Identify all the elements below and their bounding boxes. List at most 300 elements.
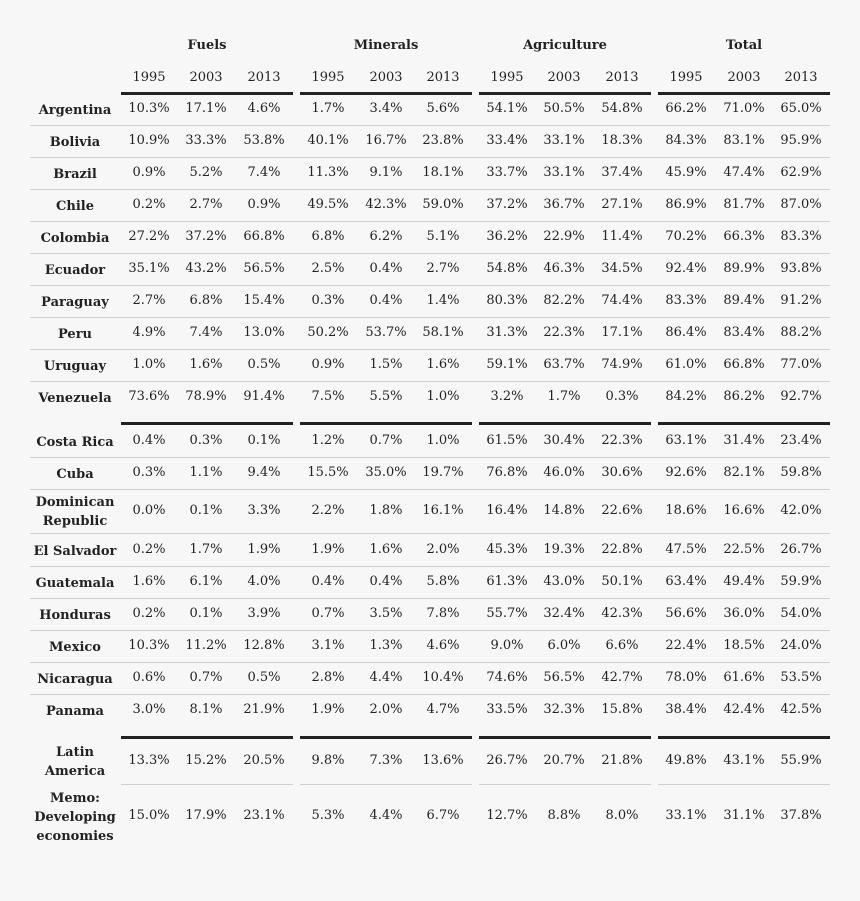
- group-header: Total: [725, 38, 763, 53]
- table-cell: 9.0%: [490, 638, 524, 653]
- table-cell: 32.4%: [543, 606, 585, 621]
- row-divider: [30, 566, 830, 567]
- table-cell: 46.0%: [543, 465, 585, 480]
- table-cell: 17.1%: [185, 101, 227, 116]
- table-cell: 17.1%: [601, 325, 643, 340]
- table-cell: 21.8%: [601, 753, 643, 768]
- table-cell: 81.7%: [723, 197, 765, 212]
- table-cell: 50.5%: [543, 101, 585, 116]
- row-label: Guatemala: [35, 575, 115, 591]
- row-label: Memo: Developing economies: [34, 790, 116, 844]
- year-header: 1995: [490, 70, 524, 85]
- table-cell: 0.3%: [132, 465, 166, 480]
- table-cell: 47.4%: [723, 165, 765, 180]
- table-cell: 0.7%: [189, 670, 223, 685]
- table-cell: 3.4%: [369, 101, 403, 116]
- table-cell: 36.7%: [543, 197, 585, 212]
- table-cell: 1.6%: [132, 574, 166, 589]
- table-cell: 37.2%: [185, 229, 227, 244]
- table-cell: 0.2%: [132, 542, 166, 557]
- table-cell: 89.4%: [723, 293, 765, 308]
- row-divider: [30, 157, 830, 158]
- table-cell: 1.5%: [369, 357, 403, 372]
- table-cell: 22.3%: [543, 325, 585, 340]
- row-divider: [30, 381, 830, 382]
- row-label: Chile: [56, 198, 94, 214]
- table-cell: 63.7%: [543, 357, 585, 372]
- row-label: El Salvador: [33, 543, 117, 559]
- table-cell: 89.9%: [723, 261, 765, 276]
- row-divider: [30, 598, 830, 599]
- table-cell: 32.3%: [543, 702, 585, 717]
- year-header: 2003: [727, 70, 761, 85]
- table-cell: 15.8%: [601, 702, 643, 717]
- row-label: Brazil: [53, 166, 97, 182]
- table-cell: 4.6%: [426, 638, 460, 653]
- row-label: Bolivia: [49, 134, 101, 150]
- table-cell: 42.3%: [365, 197, 407, 212]
- table-cell: 15.4%: [243, 293, 285, 308]
- table-cell: 6.7%: [426, 808, 460, 823]
- table-cell: 9.1%: [369, 165, 403, 180]
- row-divider: [30, 189, 830, 190]
- row-label: Latin America: [44, 745, 106, 779]
- table-cell: 2.0%: [369, 702, 403, 717]
- table-cell: 15.5%: [307, 465, 349, 480]
- row-divider: [30, 630, 830, 631]
- table-cell: 43.1%: [723, 753, 765, 768]
- table-cell: 33.1%: [543, 165, 585, 180]
- table-cell: 92.6%: [665, 465, 707, 480]
- row-divider: [658, 784, 830, 785]
- table-cell: 23.1%: [243, 808, 285, 823]
- table-cell: 33.7%: [486, 165, 528, 180]
- table-cell: 0.4%: [132, 433, 166, 448]
- table-cell: 0.6%: [132, 670, 166, 685]
- row-divider: [30, 349, 830, 350]
- table-cell: 18.1%: [422, 165, 464, 180]
- table-cell: 36.0%: [723, 606, 765, 621]
- row-label: Dominican Republic: [35, 495, 115, 529]
- table-cell: 71.0%: [723, 101, 765, 116]
- row-label: Honduras: [39, 607, 111, 623]
- table-cell: 84.3%: [665, 133, 707, 148]
- table-cell: 5.3%: [311, 808, 345, 823]
- table-cell: 42.4%: [723, 702, 765, 717]
- table-cell: 53.5%: [780, 670, 822, 685]
- table-cell: 3.0%: [132, 702, 166, 717]
- row-divider: [300, 784, 472, 785]
- table-cell: 54.1%: [486, 101, 528, 116]
- table-cell: 33.1%: [665, 808, 707, 823]
- section-rule: [658, 736, 830, 739]
- table-cell: 7.3%: [369, 753, 403, 768]
- table-cell: 73.6%: [128, 389, 170, 404]
- table-cell: 42.5%: [780, 702, 822, 717]
- table-cell: 37.8%: [780, 808, 822, 823]
- table-cell: 86.9%: [665, 197, 707, 212]
- table-cell: 92.4%: [665, 261, 707, 276]
- table-cell: 4.7%: [426, 702, 460, 717]
- table-cell: 1.8%: [369, 503, 403, 518]
- table-cell: 10.3%: [128, 638, 170, 653]
- table-cell: 80.3%: [486, 293, 528, 308]
- row-divider: [30, 533, 830, 534]
- table-cell: 1.7%: [189, 542, 223, 557]
- table-cell: 13.0%: [243, 325, 285, 340]
- table-cell: 30.4%: [543, 433, 585, 448]
- table-cell: 91.2%: [780, 293, 822, 308]
- table-cell: 63.1%: [665, 433, 707, 448]
- row-label: Paraguay: [41, 294, 109, 310]
- table-cell: 49.5%: [307, 197, 349, 212]
- table-cell: 66.8%: [723, 357, 765, 372]
- table-cell: 1.7%: [547, 389, 581, 404]
- year-header: 2013: [247, 70, 281, 85]
- table-cell: 20.7%: [543, 753, 585, 768]
- table-cell: 93.8%: [780, 261, 822, 276]
- row-divider: [30, 285, 830, 286]
- table-cell: 4.6%: [247, 101, 281, 116]
- table-cell: 0.1%: [189, 606, 223, 621]
- table-cell: 49.4%: [723, 574, 765, 589]
- row-divider: [30, 317, 830, 318]
- row-label: Venezuela: [38, 390, 112, 406]
- section-rule: [658, 422, 830, 425]
- table-cell: 83.4%: [723, 325, 765, 340]
- table-cell: 33.5%: [486, 702, 528, 717]
- table-cell: 3.5%: [369, 606, 403, 621]
- table-cell: 3.3%: [247, 503, 281, 518]
- table-cell: 1.9%: [311, 542, 345, 557]
- table-cell: 22.4%: [665, 638, 707, 653]
- row-divider: [479, 784, 651, 785]
- table-cell: 18.3%: [601, 133, 643, 148]
- table-cell: 78.0%: [665, 670, 707, 685]
- table-cell: 4.0%: [247, 574, 281, 589]
- table-cell: 16.1%: [422, 503, 464, 518]
- table-cell: 22.5%: [723, 542, 765, 557]
- table-cell: 23.4%: [780, 433, 822, 448]
- table-cell: 6.0%: [547, 638, 581, 653]
- table-cell: 78.9%: [185, 389, 227, 404]
- year-header: 1995: [669, 70, 703, 85]
- table-cell: 7.4%: [189, 325, 223, 340]
- table-cell: 8.1%: [189, 702, 223, 717]
- table-cell: 43.0%: [543, 574, 585, 589]
- table-cell: 5.1%: [426, 229, 460, 244]
- table-cell: 54.8%: [486, 261, 528, 276]
- row-label: Nicaragua: [37, 671, 113, 687]
- table-cell: 31.1%: [723, 808, 765, 823]
- table-cell: 0.3%: [189, 433, 223, 448]
- table-cell: 2.8%: [311, 670, 345, 685]
- row-label: Uruguay: [43, 358, 107, 374]
- table-cell: 23.8%: [422, 133, 464, 148]
- table-cell: 0.2%: [132, 606, 166, 621]
- table-cell: 19.3%: [543, 542, 585, 557]
- table-cell: 46.3%: [543, 261, 585, 276]
- row-divider: [30, 457, 830, 458]
- table-cell: 66.2%: [665, 101, 707, 116]
- table-cell: 83.3%: [780, 229, 822, 244]
- table-cell: 59.0%: [422, 197, 464, 212]
- table-cell: 77.0%: [780, 357, 822, 372]
- table-cell: 61.3%: [486, 574, 528, 589]
- section-rule: [300, 92, 472, 95]
- table-cell: 9.8%: [311, 753, 345, 768]
- table-cell: 40.1%: [307, 133, 349, 148]
- table-cell: 1.0%: [426, 433, 460, 448]
- table-cell: 0.1%: [247, 433, 281, 448]
- table-cell: 5.8%: [426, 574, 460, 589]
- row-label: Mexico: [49, 639, 101, 655]
- table-cell: 65.0%: [780, 101, 822, 116]
- table-cell: 35.1%: [128, 261, 170, 276]
- table-cell: 0.2%: [132, 197, 166, 212]
- section-rule: [121, 422, 293, 425]
- table-cell: 45.9%: [665, 165, 707, 180]
- table-cell: 1.6%: [369, 542, 403, 557]
- table-cell: 84.2%: [665, 389, 707, 404]
- table-cell: 83.3%: [665, 293, 707, 308]
- table-cell: 0.9%: [132, 165, 166, 180]
- table-cell: 33.4%: [486, 133, 528, 148]
- row-divider: [30, 662, 830, 663]
- table-cell: 92.7%: [780, 389, 822, 404]
- table-cell: 1.6%: [189, 357, 223, 372]
- row-divider: [30, 489, 830, 490]
- table-cell: 59.8%: [780, 465, 822, 480]
- row-label: Ecuador: [44, 262, 106, 278]
- table-cell: 62.9%: [780, 165, 822, 180]
- row-label: Argentina: [38, 102, 112, 118]
- table-cell: 2.0%: [426, 542, 460, 557]
- row-divider: [121, 784, 293, 785]
- table-cell: 53.8%: [243, 133, 285, 148]
- table-cell: 1.3%: [369, 638, 403, 653]
- table-cell: 37.4%: [601, 165, 643, 180]
- table-cell: 8.8%: [547, 808, 581, 823]
- row-divider: [30, 694, 830, 695]
- section-rule: [479, 92, 651, 95]
- table-cell: 87.0%: [780, 197, 822, 212]
- table-cell: 66.8%: [243, 229, 285, 244]
- table-cell: 1.0%: [132, 357, 166, 372]
- table-cell: 11.3%: [307, 165, 349, 180]
- row-label: Panama: [46, 703, 104, 719]
- row-label: Cuba: [56, 466, 94, 482]
- table-cell: 7.5%: [311, 389, 345, 404]
- table-cell: 3.9%: [247, 606, 281, 621]
- year-header: 2013: [784, 70, 818, 85]
- table-cell: 13.3%: [128, 753, 170, 768]
- table-cell: 18.5%: [723, 638, 765, 653]
- table-cell: 61.5%: [486, 433, 528, 448]
- table-cell: 4.9%: [132, 325, 166, 340]
- table-cell: 2.5%: [311, 261, 345, 276]
- table-cell: 0.5%: [247, 670, 281, 685]
- section-rule: [121, 736, 293, 739]
- table-cell: 31.3%: [486, 325, 528, 340]
- table-cell: 0.4%: [311, 574, 345, 589]
- table-cell: 38.4%: [665, 702, 707, 717]
- table-cell: 86.4%: [665, 325, 707, 340]
- table-cell: 22.8%: [601, 542, 643, 557]
- table-cell: 14.8%: [543, 503, 585, 518]
- table-cell: 42.7%: [601, 670, 643, 685]
- group-header: Agriculture: [523, 38, 607, 53]
- table-cell: 55.7%: [486, 606, 528, 621]
- table-cell: 0.5%: [247, 357, 281, 372]
- year-header: 2013: [426, 70, 460, 85]
- table-cell: 74.4%: [601, 293, 643, 308]
- table-cell: 10.4%: [422, 670, 464, 685]
- table-cell: 0.7%: [311, 606, 345, 621]
- table-cell: 45.3%: [486, 542, 528, 557]
- table-cell: 10.9%: [128, 133, 170, 148]
- table-cell: 2.7%: [189, 197, 223, 212]
- table-cell: 17.9%: [185, 808, 227, 823]
- table-cell: 1.9%: [311, 702, 345, 717]
- table-cell: 59.9%: [780, 574, 822, 589]
- table-cell: 54.0%: [780, 606, 822, 621]
- table-cell: 27.2%: [128, 229, 170, 244]
- year-header: 1995: [311, 70, 345, 85]
- row-label: Colombia: [40, 230, 110, 246]
- table-cell: 1.2%: [311, 433, 345, 448]
- section-rule: [300, 422, 472, 425]
- table-cell: 42.0%: [780, 503, 822, 518]
- table-cell: 0.4%: [369, 293, 403, 308]
- table-cell: 37.2%: [486, 197, 528, 212]
- table-cell: 4.4%: [369, 808, 403, 823]
- table-cell: 21.9%: [243, 702, 285, 717]
- table-cell: 88.2%: [780, 325, 822, 340]
- section-rule: [479, 422, 651, 425]
- table-cell: 55.9%: [780, 753, 822, 768]
- table-cell: 47.5%: [665, 542, 707, 557]
- table-cell: 5.6%: [426, 101, 460, 116]
- table-cell: 22.6%: [601, 503, 643, 518]
- table-cell: 1.9%: [247, 542, 281, 557]
- table-cell: 12.8%: [243, 638, 285, 653]
- year-header: 2003: [189, 70, 223, 85]
- table-cell: 5.2%: [189, 165, 223, 180]
- section-rule: [658, 92, 830, 95]
- table-cell: 11.4%: [601, 229, 643, 244]
- table-cell: 6.2%: [369, 229, 403, 244]
- table-cell: 31.4%: [723, 433, 765, 448]
- year-header: 2003: [547, 70, 581, 85]
- table-cell: 0.9%: [247, 197, 281, 212]
- table-cell: 33.3%: [185, 133, 227, 148]
- table-cell: 16.7%: [365, 133, 407, 148]
- table-cell: 1.6%: [426, 357, 460, 372]
- table-cell: 15.2%: [185, 753, 227, 768]
- table-cell: 3.2%: [490, 389, 524, 404]
- table-cell: 18.6%: [665, 503, 707, 518]
- table-cell: 1.7%: [311, 101, 345, 116]
- table-cell: 0.0%: [132, 503, 166, 518]
- table-cell: 56.6%: [665, 606, 707, 621]
- table-cell: 33.1%: [543, 133, 585, 148]
- table-cell: 7.8%: [426, 606, 460, 621]
- table-cell: 61.6%: [723, 670, 765, 685]
- table-cell: 66.3%: [723, 229, 765, 244]
- table-cell: 1.4%: [426, 293, 460, 308]
- section-rule: [479, 736, 651, 739]
- row-divider: [30, 253, 830, 254]
- table-cell: 49.8%: [665, 753, 707, 768]
- table-cell: 74.6%: [486, 670, 528, 685]
- table-cell: 26.7%: [486, 753, 528, 768]
- year-header: 2003: [369, 70, 403, 85]
- table-cell: 36.2%: [486, 229, 528, 244]
- group-header: Fuels: [187, 38, 227, 53]
- section-rule: [300, 736, 472, 739]
- table-cell: 6.8%: [311, 229, 345, 244]
- table-cell: 6.1%: [189, 574, 223, 589]
- table-cell: 30.6%: [601, 465, 643, 480]
- table-cell: 24.0%: [780, 638, 822, 653]
- table-cell: 43.2%: [185, 261, 227, 276]
- table-cell: 61.0%: [665, 357, 707, 372]
- table-cell: 19.7%: [422, 465, 464, 480]
- table-cell: 83.1%: [723, 133, 765, 148]
- table-cell: 26.7%: [780, 542, 822, 557]
- table-cell: 86.2%: [723, 389, 765, 404]
- row-label: Costa Rica: [36, 434, 114, 450]
- table-cell: 34.5%: [601, 261, 643, 276]
- table-cell: 76.8%: [486, 465, 528, 480]
- table-cell: 35.0%: [365, 465, 407, 480]
- table-cell: 0.4%: [369, 261, 403, 276]
- table-cell: 1.0%: [426, 389, 460, 404]
- table-cell: 1.1%: [189, 465, 223, 480]
- table-cell: 82.1%: [723, 465, 765, 480]
- table-cell: 56.5%: [243, 261, 285, 276]
- table-cell: 9.4%: [247, 465, 281, 480]
- table-cell: 91.4%: [243, 389, 285, 404]
- year-header: 2013: [605, 70, 639, 85]
- table-cell: 42.3%: [601, 606, 643, 621]
- table-cell: 7.4%: [247, 165, 281, 180]
- row-divider: [30, 125, 830, 126]
- table-cell: 2.2%: [311, 503, 345, 518]
- table-cell: 56.5%: [543, 670, 585, 685]
- table-cell: 50.1%: [601, 574, 643, 589]
- table-cell: 12.7%: [486, 808, 528, 823]
- table-cell: 10.3%: [128, 101, 170, 116]
- table-cell: 6.6%: [605, 638, 639, 653]
- table-cell: 27.1%: [601, 197, 643, 212]
- table-cell: 16.4%: [486, 503, 528, 518]
- table-cell: 4.4%: [369, 670, 403, 685]
- table-cell: 3.1%: [311, 638, 345, 653]
- section-rule: [121, 92, 293, 95]
- table-cell: 0.1%: [189, 503, 223, 518]
- table-cell: 0.4%: [369, 574, 403, 589]
- table-cell: 2.7%: [132, 293, 166, 308]
- row-label: Peru: [58, 326, 92, 342]
- table-cell: 63.4%: [665, 574, 707, 589]
- table-cell: 0.3%: [605, 389, 639, 404]
- table-cell: 2.7%: [426, 261, 460, 276]
- table-cell: 58.1%: [422, 325, 464, 340]
- table-cell: 13.6%: [422, 753, 464, 768]
- table-cell: 16.6%: [723, 503, 765, 518]
